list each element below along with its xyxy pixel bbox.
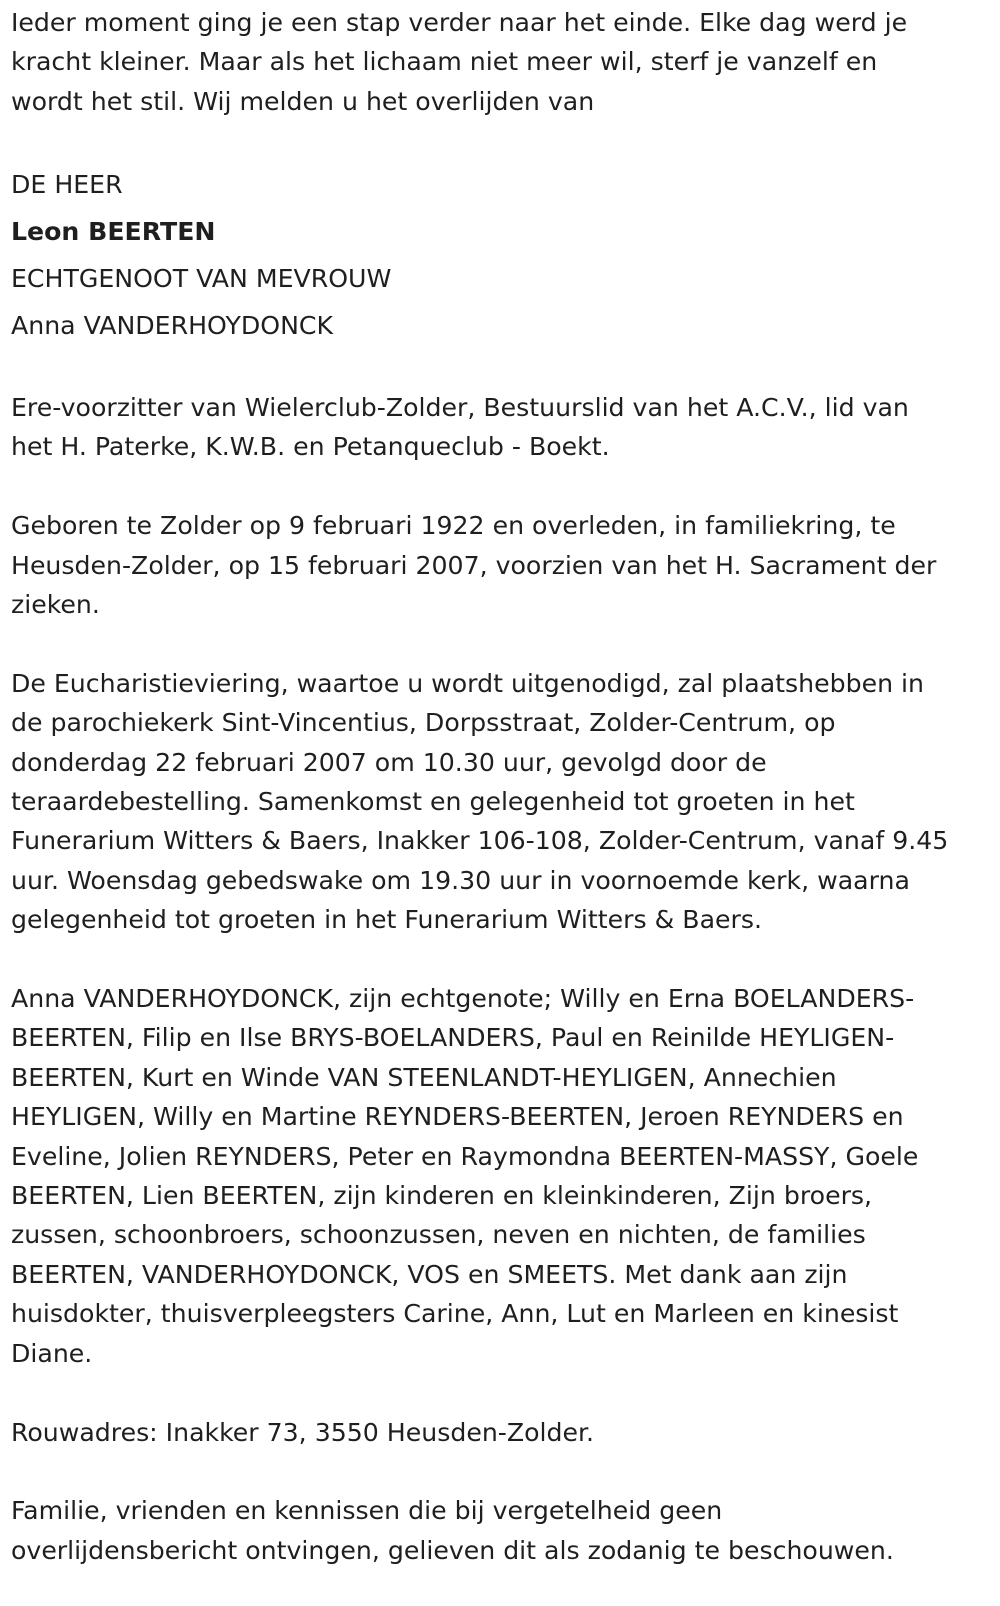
deceased-prefix: DE HEER (11, 169, 123, 199)
spouse-name: Anna VANDERHOYDONCK (11, 310, 334, 340)
family-line: BEERTEN, Kurt en Winde VAN STEENLANDT-HEYLIGEN, Annechien (11, 1062, 837, 1092)
ceremony-line: De Eucharistieviering, waartoe u wordt uitgenodigd, zal plaatshebben in (11, 668, 925, 698)
family-line: Diane. (11, 1338, 93, 1368)
deceased-name: Leon BEERTEN (11, 216, 216, 246)
intro-paragraph (11, 3, 978, 121)
birth-death-line: zieken. (11, 590, 100, 620)
intro-line: Ieder moment ging je een stap verder naar het einde. Elke dag werd je (11, 8, 908, 37)
closing-paragraph (11, 1491, 978, 1570)
family-line: Anna VANDERHOYDONCK, zijn echtgenote; Willy en Erna BOELANDERS- (11, 984, 915, 1014)
ceremony-line: uur. Woensdag gebedswake om 19.30 uur in voornoemde kerk, waarna (11, 865, 910, 895)
intro-line: wordt het stil. Wij melden u het overlijden van (11, 86, 595, 116)
family-line: zussen, schoonbroers, schoonzussen, neven en nichten, de families (11, 1220, 866, 1250)
ceremony-line: gelegenheid tot groeten in het Funerarium Witters & Baers. (11, 905, 762, 935)
ceremony-line: donderdag 22 februari 2007 om 10.30 uur, gevolgd door de (11, 747, 767, 777)
address-paragraph (11, 1413, 978, 1452)
family-line: BEERTEN, Filip en Ilse BRYS-BOELANDERS, Paul en Reinilde HEYLIGEN- (11, 1023, 895, 1053)
family-paragraph (11, 979, 978, 1373)
family-line: Eveline, Jolien REYNDERS, Peter en Raymondna BEERTEN-MASSY, Goele (11, 1141, 919, 1171)
birth-death-line: Heusden-Zolder, op 15 februari 2007, voorzien van het H. Sacrament der (11, 550, 937, 580)
family-line: huisdokter, thuisverpleegsters Carine, Ann, Lut en Marleen en kinesist (11, 1299, 899, 1329)
birth-death-paragraph (11, 506, 978, 624)
ceremony-paragraph (11, 664, 978, 940)
family-line: BEERTEN, VANDERHOYDONCK, VOS en SMEETS. Met dank aan zijn (11, 1259, 848, 1289)
family-line: HEYLIGEN, Willy en Martine REYNDERS-BEERTEN, Jeroen REYNDERS en (11, 1102, 904, 1132)
intro-line: kracht kleiner. Maar als het lichaam niet meer wil, sterf je vanzelf en (11, 47, 878, 77)
affiliations-paragraph (11, 388, 978, 467)
mourning-address: Rouwadres: Inakker 73, 3550 Heusden-Zolder. (11, 1417, 595, 1447)
family-line: BEERTEN, Lien BEERTEN, zijn kinderen en kleinkinderen, Zijn broers, (11, 1181, 873, 1211)
ceremony-line: de parochiekerk Sint-Vincentius, Dorpsstraat, Zolder-Centrum, op (11, 708, 836, 738)
birth-death-line: Geboren te Zolder op 9 februari 1922 en overleden, in familiekring, te (11, 511, 896, 541)
closing-line: overlijdensbericht ontvingen, gelieven dit als zodanig te beschouwen. (11, 1535, 894, 1565)
closing-line: Familie, vrienden en kennissen die bij vergetelheid geen (11, 1496, 723, 1526)
ceremony-line: teraardebestelling. Samenkomst en gelegenheid tot groeten in het (11, 787, 855, 817)
affiliations-line: het H. Paterke, K.W.B. en Petanqueclub - Boekt. (11, 432, 610, 462)
affiliations-line: Ere-voorzitter van Wielerclub-Zolder, Bestuurslid van het A.C.V., lid van (11, 393, 909, 422)
spouse-label: ECHTGENOOT VAN MEVROUW (11, 263, 392, 293)
ceremony-line: Funerarium Witters & Baers, Inakker 106-108, Zolder-Centrum, vanaf 9.45 (11, 826, 949, 856)
deceased-heading (11, 161, 978, 349)
